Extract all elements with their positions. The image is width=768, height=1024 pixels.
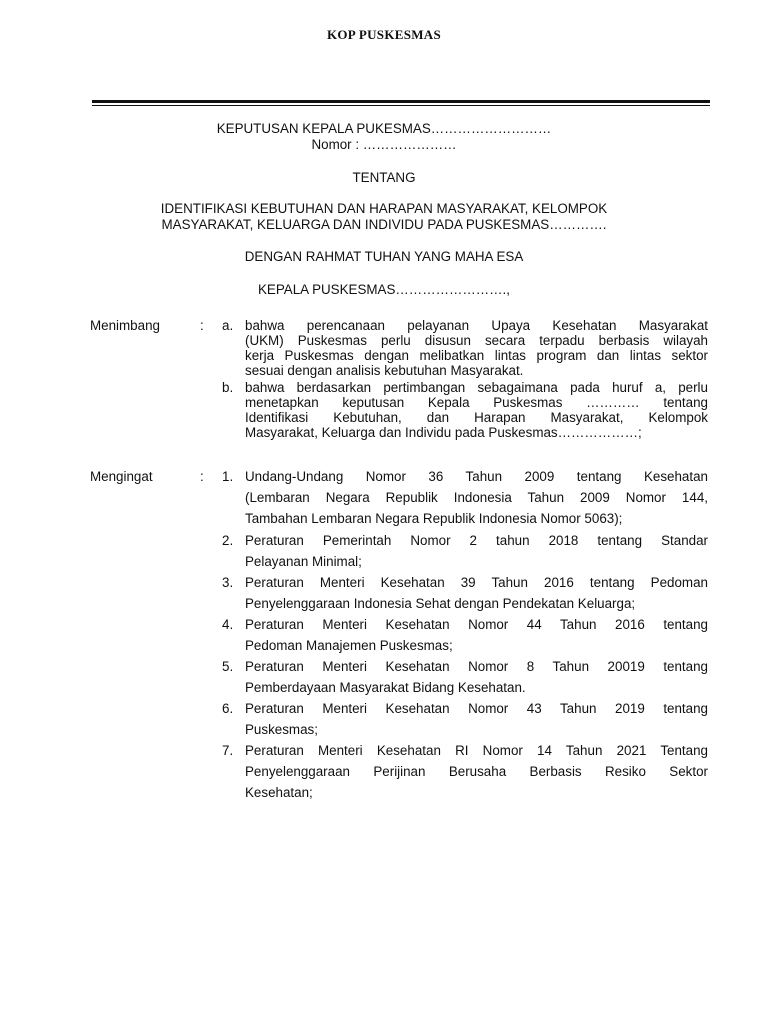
decree-subject-line2: MASYARAKAT, KELUARGA DAN INDIVIDU PADA PUSKESMAS………….: [161, 217, 607, 232]
mengingat-item-7: [245, 740, 708, 803]
mengingat-item-5-marker: 5.: [222, 659, 234, 674]
mengingat-item-4: [245, 614, 708, 656]
mengingat-item-2: [245, 530, 708, 572]
mengingat-item-3: [245, 572, 708, 614]
text-line: Pelayanan Minimal;: [245, 554, 362, 569]
mengingat-item-6-marker: 6.: [222, 701, 234, 716]
text-line: Identifikasi Kebutuhan, dan Harapan Masyarakat, Kelompok: [245, 410, 708, 425]
mengingat-item-3-marker: 3.: [222, 575, 234, 590]
text-line: menetapkan keputusan Kepala Puskesmas ………… tentang: [245, 395, 708, 410]
text-line: Masyarakat, Keluarga dan Individu pada Puskesmas………………;: [245, 425, 642, 440]
mengingat-item-2-marker: 2.: [222, 533, 234, 548]
decree-tentang: TENTANG: [352, 170, 416, 185]
text-line: (Lembaran Negara Republik Indonesia Tahun 2009 Nomor 144,: [245, 490, 708, 505]
mengingat-item-4-marker: 4.: [222, 617, 234, 632]
mengingat-label: Mengingat: [90, 469, 153, 484]
text-line: Peraturan Menteri Kesehatan RI Nomor 14 Tahun 2021 Tentang: [245, 743, 708, 758]
text-line: Penyelenggaraan Indonesia Sehat dengan Pendekatan Keluarga;: [245, 596, 636, 611]
text-line: sesuai dengan analisis kebutuhan Masyarakat.: [245, 363, 524, 378]
mengingat-item-1: [245, 466, 708, 529]
menimbang-item-b-marker: b.: [222, 380, 234, 395]
text-line: Peraturan Pemerintah Nomor 2 tahun 2018 tentang Standar: [245, 533, 708, 548]
mengingat-item-6: [245, 698, 708, 740]
text-line: Peraturan Menteri Kesehatan Nomor 8 Tahun 20019 tentang: [245, 659, 708, 674]
menimbang-item-b: [245, 380, 708, 440]
menimbang-label: Menimbang: [90, 318, 160, 333]
letterhead-kop: KOP PUSKESMAS: [326, 27, 442, 42]
text-line: Peraturan Menteri Kesehatan Nomor 44 Tahun 2016 tentang: [245, 617, 708, 632]
menimbang-item-a: [245, 318, 708, 378]
text-line: Pedoman Manajemen Puskesmas;: [245, 638, 453, 653]
menimbang-item-a-marker: a.: [222, 318, 234, 333]
mengingat-item-1-marker: 1.: [222, 469, 234, 484]
text-line: bahwa berdasarkan pertimbangan sebagaimana pada huruf a, perlu: [245, 380, 708, 395]
text-line: Penyelenggaraan Perijinan Berusaha Berbasis Resiko Sektor: [245, 764, 708, 779]
decree-kepala: KEPALA PUSKESMAS…………………….,: [257, 282, 510, 297]
text-line: Peraturan Menteri Kesehatan 39 Tahun 2016 tentang Pedoman: [245, 575, 708, 590]
text-line: Undang-Undang Nomor 36 Tahun 2009 tentang Kesehatan: [245, 469, 708, 484]
text-line: Tambahan Lembaran Negara Republik Indonesia Nomor 5063);: [245, 511, 623, 526]
decree-number: Nomor : …………………: [311, 137, 457, 152]
text-line: kerja Puskesmas dengan melibatkan lintas program dan lintas sektor: [245, 348, 708, 363]
decree-subject-line1: IDENTIFIKASI KEBUTUHAN DAN HARAPAN MASYARAKAT, KELOMPOK: [160, 201, 608, 216]
letterhead-rule-thick: [92, 100, 710, 103]
mengingat-item-7-marker: 7.: [222, 743, 234, 758]
letterhead-rule-thin: [92, 105, 710, 106]
decree-rahmat: DENGAN RAHMAT TUHAN YANG MAHA ESA: [244, 249, 524, 264]
mengingat-colon: :: [200, 469, 204, 484]
text-line: bahwa perencanaan pelayanan Upaya Kesehatan Masyarakat: [245, 318, 708, 333]
mengingat-item-5: [245, 656, 708, 698]
text-line: Pemberdayaan Masyarakat Bidang Kesehatan.: [245, 680, 526, 695]
decree-title: KEPUTUSAN KEPALA PUKESMAS………………………: [216, 121, 552, 136]
text-line: Kesehatan;: [245, 785, 313, 800]
menimbang-colon: :: [200, 318, 204, 333]
text-line: Peraturan Menteri Kesehatan Nomor 43 Tahun 2019 tentang: [245, 701, 708, 716]
text-line: (UKM) Puskesmas perlu disusun secara terpadu berbasis wilayah: [245, 333, 708, 348]
text-line: Puskesmas;: [245, 722, 318, 737]
